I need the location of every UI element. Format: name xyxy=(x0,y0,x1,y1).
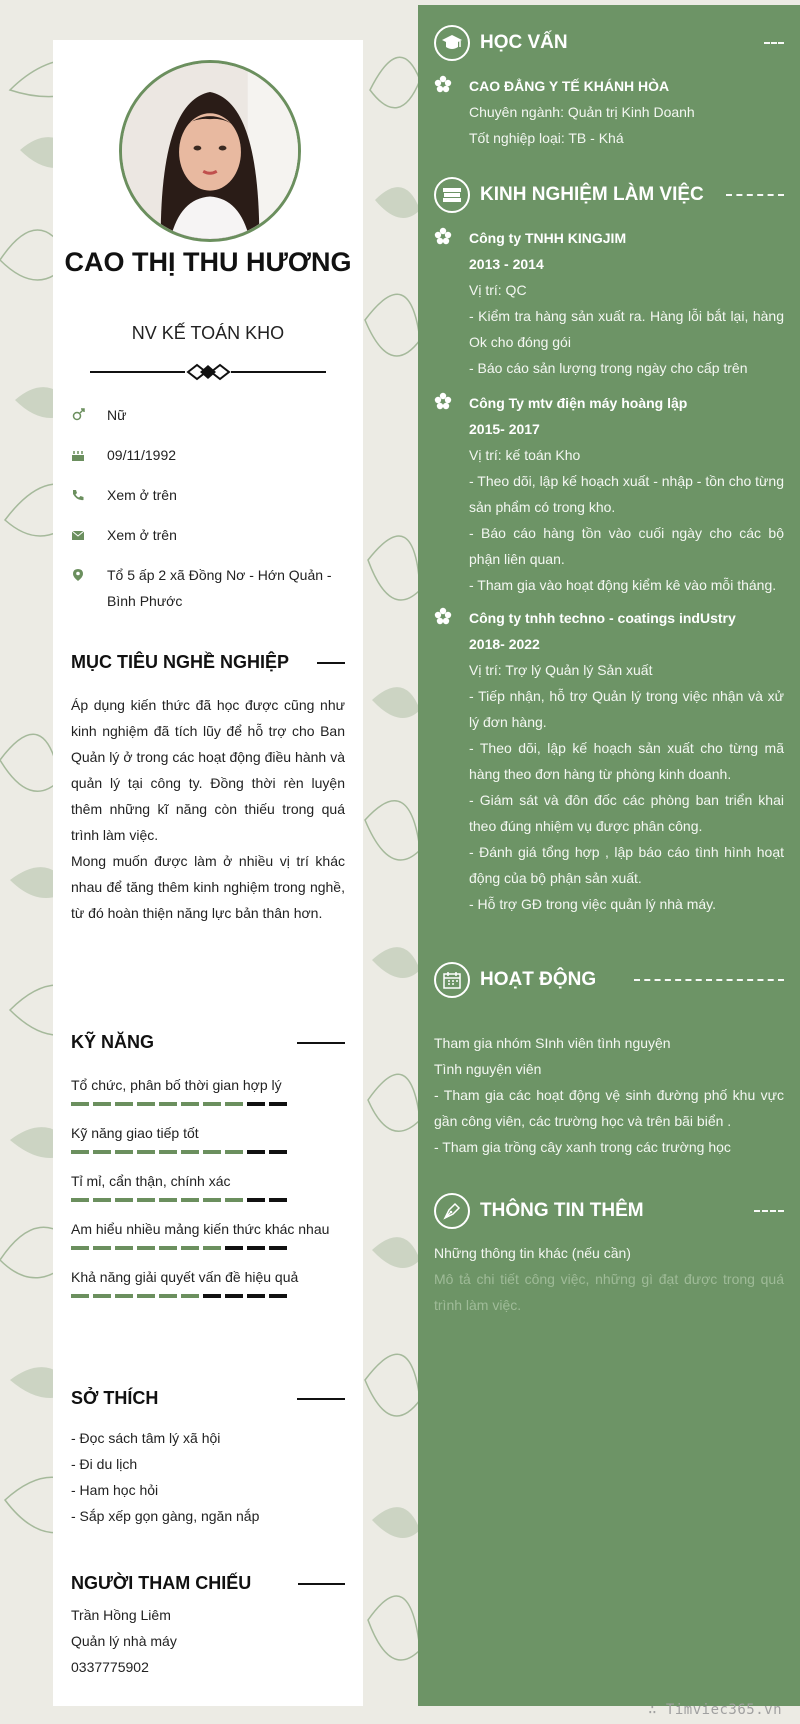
skill-segment xyxy=(137,1150,155,1154)
flower-bullet-icon xyxy=(434,392,452,410)
objective-title: MỤC TIÊU NGHỀ NGHIỆP xyxy=(71,652,290,672)
skill-segment xyxy=(247,1246,265,1250)
skill-segment xyxy=(247,1198,265,1202)
skills-list xyxy=(71,1072,345,1312)
flower-bullet-icon xyxy=(434,75,452,93)
skill-segment xyxy=(159,1246,177,1250)
skill-item xyxy=(71,1264,345,1298)
experience-heading xyxy=(434,177,784,213)
gender-icon xyxy=(71,402,107,422)
skill-segment xyxy=(225,1198,243,1202)
skill-name: Khả năng giải quyết vấn đề hiệu quả xyxy=(71,1269,299,1285)
skill-name: Tổ chức, phân bố thời gian hợp lý xyxy=(71,1077,282,1093)
calendar-icon xyxy=(434,962,470,998)
activities-text xyxy=(434,1030,784,1160)
hobby-item: - Ham học hỏi xyxy=(71,1482,159,1498)
reference-phone: 0337775902 xyxy=(71,1659,149,1675)
school-name: CAO ĐẲNG Y TẾ KHÁNH HÒA xyxy=(469,78,670,94)
skill-segment xyxy=(93,1198,111,1202)
hobby-item: - Đi du lịch xyxy=(71,1456,138,1472)
job-line: Vị trí: Trợ lý Quản lý Sản xuất xyxy=(469,662,653,678)
skill-segment xyxy=(159,1198,177,1202)
skill-segment xyxy=(203,1102,221,1106)
job-line: - Đánh giá tổng hợp , lập báo cáo tình hình hoạt động của bộ phận sản xuất. xyxy=(469,844,784,886)
activity-line: - Tham gia trồng cây xanh trong các trường học xyxy=(434,1139,731,1155)
company-name: Công Ty mtv điện máy hoàng lập xyxy=(469,395,688,411)
job-years: 2013 - 2014 xyxy=(469,256,544,272)
job-line: - Hỗ trợ GĐ trong việc quản lý nhà máy. xyxy=(469,896,717,912)
watermark: ∴ Timviec365.vn xyxy=(648,1702,782,1718)
skill-segment xyxy=(181,1294,199,1298)
additional-info-line: Những thông tin khác (nếu cần) xyxy=(434,1245,631,1261)
candidate-position: NV KẾ TOÁN KHO xyxy=(131,323,285,343)
skill-segment xyxy=(93,1150,111,1154)
skill-segment xyxy=(71,1150,89,1154)
heading-dash xyxy=(754,1210,784,1212)
skill-segment xyxy=(115,1198,133,1202)
job-line: - Tham gia vào hoạt động kiểm kê vào mỗi tháng. xyxy=(469,577,777,593)
activities-title: HOẠT ĐỘNG xyxy=(480,969,597,990)
skill-segment xyxy=(93,1246,111,1250)
objective-text xyxy=(71,692,345,926)
job-line: - Báo cáo hàng tồn vào cuối ngày cho các bộ phận liên quan. xyxy=(469,525,784,567)
company-name: Công ty tnhh techno - coatings indUstry xyxy=(469,610,736,626)
skill-level-bar xyxy=(71,1102,345,1106)
skill-segment xyxy=(203,1150,221,1154)
skill-segment xyxy=(71,1102,89,1106)
skill-segment xyxy=(159,1294,177,1298)
info-email xyxy=(71,522,351,548)
email-value: Xem ở trên xyxy=(107,527,177,543)
additional-info-text xyxy=(434,1240,784,1318)
skill-name: Kỹ năng giao tiếp tốt xyxy=(71,1125,199,1141)
birthday-cake-icon xyxy=(71,442,107,462)
skill-segment xyxy=(269,1150,287,1154)
skill-segment xyxy=(269,1294,287,1298)
job-entry xyxy=(434,605,784,917)
skill-item xyxy=(71,1120,345,1154)
education-heading xyxy=(434,25,784,61)
birthday-value: 09/11/1992 xyxy=(107,447,177,463)
additional-info-placeholder: Mô tả chi tiết công việc, những gì đạt được trong quá trình làm việc. xyxy=(434,1271,784,1313)
job-line: - Tiếp nhận, hỗ trợ Quản lý trong việc nhận và xử lý đơn hàng. xyxy=(469,688,784,730)
skill-segment xyxy=(181,1246,199,1250)
job-years: 2015- 2017 xyxy=(469,421,540,437)
skill-segment xyxy=(181,1102,199,1106)
info-gender xyxy=(71,402,351,428)
skill-level-bar xyxy=(71,1198,345,1202)
skill-segment xyxy=(71,1198,89,1202)
book-stack-icon xyxy=(434,177,470,213)
job-entry xyxy=(434,390,784,598)
right-column xyxy=(418,5,800,1706)
experience-title: KINH NGHIỆM LÀM VIỆC xyxy=(480,184,704,205)
additional-info-title: THÔNG TIN THÊM xyxy=(480,1200,644,1221)
heading-rule xyxy=(297,1398,345,1400)
info-birthday xyxy=(71,442,351,468)
skill-segment xyxy=(203,1198,221,1202)
skill-name: Tỉ mỉ, cẩn thận, chính xác xyxy=(71,1173,231,1189)
skill-level-bar xyxy=(71,1294,345,1298)
skill-segment xyxy=(269,1246,287,1250)
skill-segment xyxy=(203,1294,221,1298)
skill-segment xyxy=(269,1198,287,1202)
activity-line: - Tham gia các hoạt động vệ sinh đường phố khu vực gần công viên, các trường học và trên bãi biển . xyxy=(434,1087,784,1129)
email-icon xyxy=(71,522,107,542)
skill-segment xyxy=(93,1102,111,1106)
skill-segment xyxy=(115,1102,133,1106)
address-value: Tổ 5 ấp 2 xã Đồng Nơ - Hớn Quản - Bình Phước xyxy=(107,567,332,609)
skill-segment xyxy=(137,1246,155,1250)
job-line: Vị trí: kế toán Kho xyxy=(469,447,581,463)
left-column-card xyxy=(53,40,363,1706)
skill-item xyxy=(71,1072,345,1106)
personal-info xyxy=(71,402,351,628)
skill-segment xyxy=(137,1294,155,1298)
heading-dash xyxy=(726,194,784,196)
skill-segment xyxy=(203,1246,221,1250)
skill-segment xyxy=(159,1150,177,1154)
skill-segment xyxy=(225,1246,243,1250)
pen-nib-icon xyxy=(434,1193,470,1229)
activity-line: Tình nguyện viên xyxy=(434,1061,542,1077)
skill-segment xyxy=(71,1294,89,1298)
education-entry xyxy=(434,73,784,151)
hobbies-heading xyxy=(71,1388,345,1409)
skill-segment xyxy=(269,1102,287,1106)
activity-line: Tham gia nhóm SInh viên tình nguyện xyxy=(434,1035,671,1051)
skill-segment xyxy=(247,1150,265,1154)
skill-segment xyxy=(115,1150,133,1154)
gender-value: Nữ xyxy=(107,407,127,423)
heading-rule xyxy=(297,1042,345,1044)
references-block xyxy=(71,1602,345,1680)
skill-segment xyxy=(93,1294,111,1298)
hobbies-list xyxy=(71,1425,345,1529)
skill-segment xyxy=(71,1246,89,1250)
name-divider xyxy=(90,362,326,382)
skill-segment xyxy=(247,1102,265,1106)
hobbies-title: SỞ THÍCH xyxy=(71,1388,159,1408)
education-grade: Tốt nghiệp loại: TB - Khá xyxy=(469,130,624,146)
job-line: - Báo cáo sản lượng trong ngày cho cấp trên xyxy=(469,360,748,376)
phone-value: Xem ở trên xyxy=(107,487,177,503)
skills-heading xyxy=(71,1032,345,1053)
candidate-name: CAO THỊ THU HƯƠNG xyxy=(64,247,352,277)
skills-title: KỸ NĂNG xyxy=(71,1032,155,1052)
skill-segment xyxy=(115,1246,133,1250)
graduation-cap-icon xyxy=(434,25,470,61)
education-title: HỌC VẤN xyxy=(480,32,568,53)
job-line: - Kiểm tra hàng sản xuất ra. Hàng lỗi bắt lại, hàng Ok cho đóng gói xyxy=(469,308,784,350)
skill-segment xyxy=(225,1102,243,1106)
info-phone xyxy=(71,482,351,508)
skill-segment xyxy=(181,1198,199,1202)
location-pin-icon xyxy=(71,562,107,582)
company-name: Công ty TNHH KINGJIM xyxy=(469,230,627,246)
additional-info-heading xyxy=(434,1193,784,1229)
reference-role: Quản lý nhà máy xyxy=(71,1633,177,1649)
flower-bullet-icon xyxy=(434,227,452,245)
objective-paragraph-1: Áp dụng kiến thức đã học được cũng như kinh nghiệm đã tích lũy để hỗ trợ cho Ban Quản lý ở trong các hoạt động điều hành và quản lý tại công ty. Đồng thời rèn luyện thêm những kĩ năng còn thiếu trong quá trình làm việc. xyxy=(71,697,345,843)
info-address xyxy=(71,562,351,614)
objective-heading xyxy=(71,652,345,673)
references-title: NGƯỜI THAM CHIẾU xyxy=(71,1573,252,1593)
hobby-item: - Sắp xếp gọn gàng, ngăn nắp xyxy=(71,1508,260,1524)
job-entry xyxy=(434,225,784,381)
reference-name: Trần Hồng Liêm xyxy=(71,1607,171,1623)
skill-segment xyxy=(181,1150,199,1154)
skill-segment xyxy=(137,1198,155,1202)
skill-segment xyxy=(137,1102,155,1106)
skill-segment xyxy=(247,1294,265,1298)
phone-icon xyxy=(71,482,107,502)
job-line: - Theo dõi, lập kế hoạch xuất - nhập - tồn cho từng sản phẩm có trong kho. xyxy=(469,473,784,515)
skill-level-bar xyxy=(71,1150,345,1154)
avatar xyxy=(119,60,301,242)
skill-item xyxy=(71,1216,345,1250)
job-line: Vị trí: QC xyxy=(469,282,527,298)
skill-segment xyxy=(225,1150,243,1154)
skill-segment xyxy=(115,1294,133,1298)
skill-segment xyxy=(225,1294,243,1298)
references-heading xyxy=(71,1573,345,1594)
education-major: Chuyên ngành: Quản trị Kinh Doanh xyxy=(469,104,695,120)
job-years: 2018- 2022 xyxy=(469,636,540,652)
skill-name: Am hiểu nhiều mảng kiến thức khác nhau xyxy=(71,1221,330,1237)
heading-rule xyxy=(298,1583,345,1585)
flower-bullet-icon xyxy=(434,607,452,625)
heading-dash xyxy=(634,979,784,981)
heading-dash xyxy=(764,42,784,44)
job-line: - Giám sát và đôn đốc các phòng ban triển khai theo đúng nhiệm vụ được phân công. xyxy=(469,792,784,834)
job-line: - Theo dõi, lập kế hoạch sản xuất cho từng mã hàng theo đơn hàng từ phòng kinh doanh. xyxy=(469,740,784,782)
hobby-item: - Đọc sách tâm lý xã hội xyxy=(71,1430,221,1446)
activities-heading xyxy=(434,962,784,998)
skill-item xyxy=(71,1168,345,1202)
objective-paragraph-2: Mong muốn được làm ở nhiều vị trí khác nhau để tăng thêm kinh nghiệm trong nghề, từ đó hoàn thiện năng lực bản thân hơn. xyxy=(71,853,345,921)
skill-level-bar xyxy=(71,1246,345,1250)
heading-rule xyxy=(317,662,345,664)
skill-segment xyxy=(159,1102,177,1106)
